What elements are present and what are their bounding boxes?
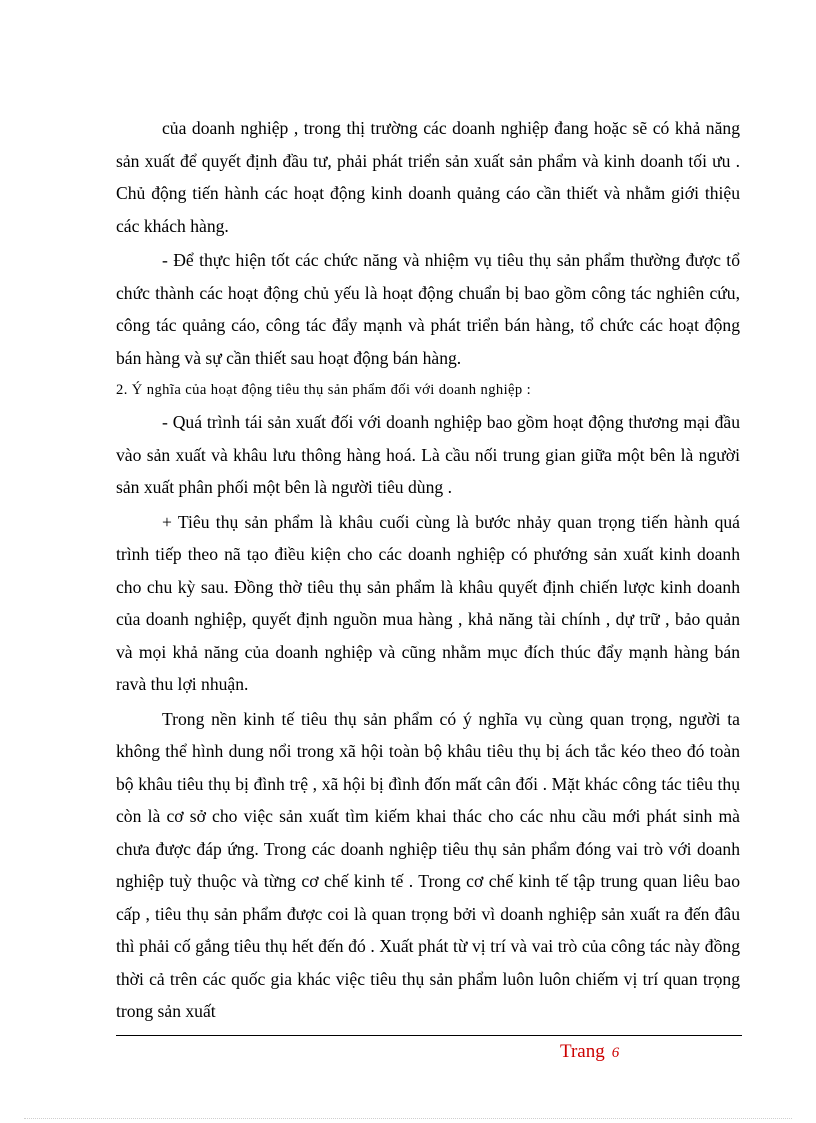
section-heading: 2. Ý nghĩa của hoạt động tiêu thụ sản phẩm đối với doanh nghiệp : (116, 382, 532, 398)
paragraph-continuation: của doanh nghiệp , trong thị trường các doanh nghiệp đang hoặc sẽ có khả năng sản xuất để quyết định đầu tư, phải phát triển sản xuất sản phẩm và kinh doanh tối ưu . Chủ động tiến hành các hoạt động kinh doanh quảng cáo cần thiết và nhằm giới thiệu các khách hàng. (116, 118, 740, 236)
paragraph-sales-functions: - Để thực hiện tốt các chức năng và nhiệm vụ tiêu thụ sản phẩm thường được tổ chức thành các hoạt động chủ yếu là hoạt động chuẩn bị bao gồm công tác nghiên cứu, công tác quảng cáo, công tác đẩy mạnh và phát triển bán hàng, tổ chức các hoạt động bán hàng và sự cần thiết sau hoạt động bán hàng. (116, 250, 740, 368)
page-footer (560, 1038, 619, 1067)
footer-label: Trang (560, 1041, 605, 1062)
page-number: 6 (611, 1045, 620, 1061)
footer-rule (116, 1035, 742, 1036)
paragraph-market-economy: Trong nền kinh tế tiêu thụ sản phẩm có ý nghĩa vụ cùng quan trọng, người ta không thể hình dung nổi trong xã hội toàn bộ khâu tiêu thụ bị ách tắc kéo theo đó toàn bộ khâu tiêu thụ bị đình trệ , xã hội bị đình đốn mất cân đối . Mặt khác công tác tiêu thụ còn là cơ sở cho việc sản xuất tìm kiếm khai thác cho các nhu cầu mới phát sinh mà chưa được đáp ứng. Trong các doanh nghiệp tiêu thụ sản phẩm đóng vai trò với doanh nghiệp tuỳ thuộc và từng cơ chế kinh tế . Trong cơ chế kinh tế tập trung quan liêu bao cấp , tiêu thụ sản phẩm được coi là quan trọng bởi vì doanh nghiệp sản xuất ra đến đâu thì phải cố gắng tiêu thụ hết đến đó . Xuất phát từ vị trí và vai trò của công tác này đồng thời cả trên các quốc gia khác việc tiêu thụ sản phẩm luôn luôn chiếm vị trí quan trọng trong sản xuất (116, 708, 740, 1021)
paragraph-final-stage: + Tiêu thụ sản phẩm là khâu cuối cùng là bước nhảy quan trọng tiến hành quá trình tiếp theo nã tạo điều kiện cho các doanh nghiệp có phướng sản xuất kinh doanh cho chu kỳ sau. Đồng thờ tiêu thụ sản phẩm là khâu quyết định chiến lược kinh doanh của doanh nghiệp, quyết định nguồn mua hàng , khả năng tài chính , dự trữ , bảo quản và mọi khả năng của doanh nghiệp và cũng nhằm mục đích thúc đẩy mạnh hàng bán ravà thu lợi nhuận. (116, 511, 740, 694)
paragraph-reproduction-process: - Quá trình tái sản xuất đối với doanh nghiệp bao gồm hoạt động thương mại đầu vào sản xuất và khâu lưu thông hàng hoá. Là cầu nối trung gian giữa một bên là người sản xuất phân phối một bên là người tiêu dùng . (116, 412, 740, 497)
page-bottom-divider (24, 1118, 792, 1119)
body-text (116, 112, 740, 1028)
